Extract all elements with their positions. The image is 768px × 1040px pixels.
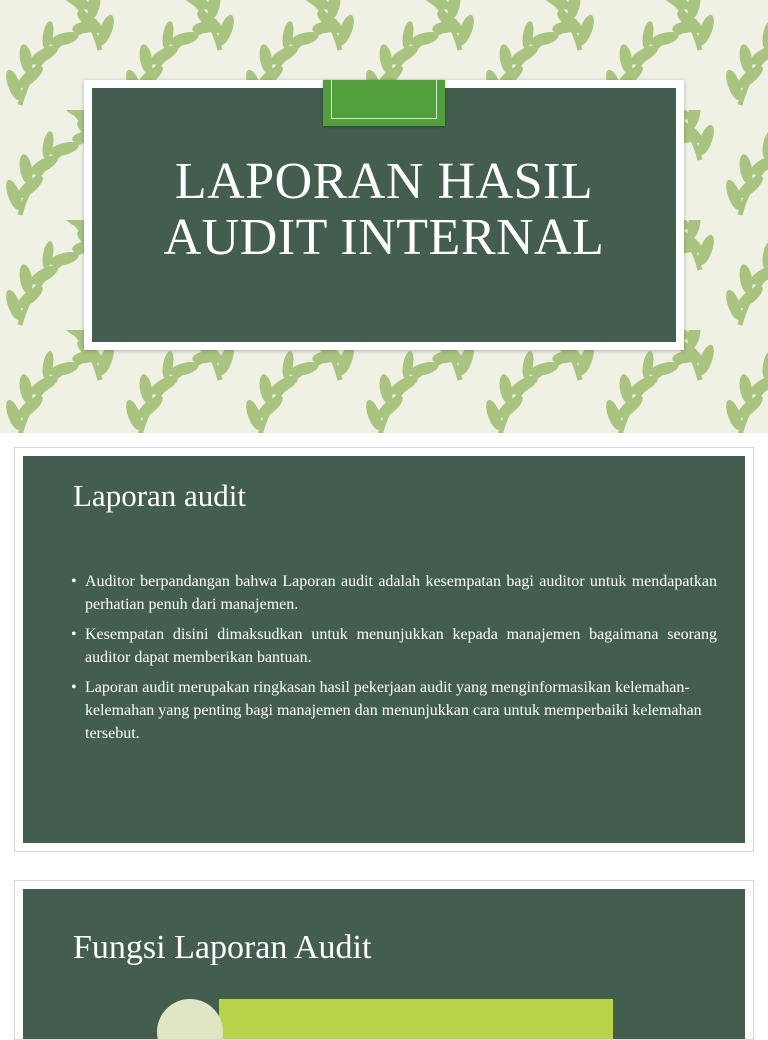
function-bar bbox=[219, 999, 613, 1039]
presentation-title: LAPORAN HASIL AUDIT INTERNAL bbox=[163, 153, 605, 266]
slide-heading: Fungsi Laporan Audit bbox=[73, 929, 372, 966]
slide-fungsi-laporan-audit bbox=[14, 880, 754, 1040]
title-card-inner bbox=[92, 88, 676, 342]
green-accent-tab bbox=[323, 80, 445, 126]
title-slide bbox=[0, 0, 768, 433]
slide-heading: Laporan audit bbox=[73, 478, 247, 513]
bullet-list bbox=[71, 570, 717, 752]
bullet-item: • Kesempatan disini dimaksudkan untuk menunjukkan kepada manajemen bagaimana seorang auditor dapat memberikan bantuan. bbox=[71, 623, 717, 669]
function-circle bbox=[157, 999, 223, 1039]
slide-content-panel bbox=[23, 889, 745, 1039]
slide-laporan-audit bbox=[14, 447, 754, 852]
bullet-item: • Laporan audit merupakan ringkasan hasil pekerjaan audit yang menginformasikan kelemahan-kelemahan yang penting bagi manajemen dan menunjukkan cara untuk memperbaiki kelemahan tersebut. bbox=[71, 676, 717, 745]
slide-content-panel bbox=[23, 456, 745, 843]
bullet-item: • Auditor berpandangan bahwa Laporan audit adalah kesempatan bagi auditor untuk mendapatkan perhatian penuh dari manajemen. bbox=[71, 570, 717, 616]
